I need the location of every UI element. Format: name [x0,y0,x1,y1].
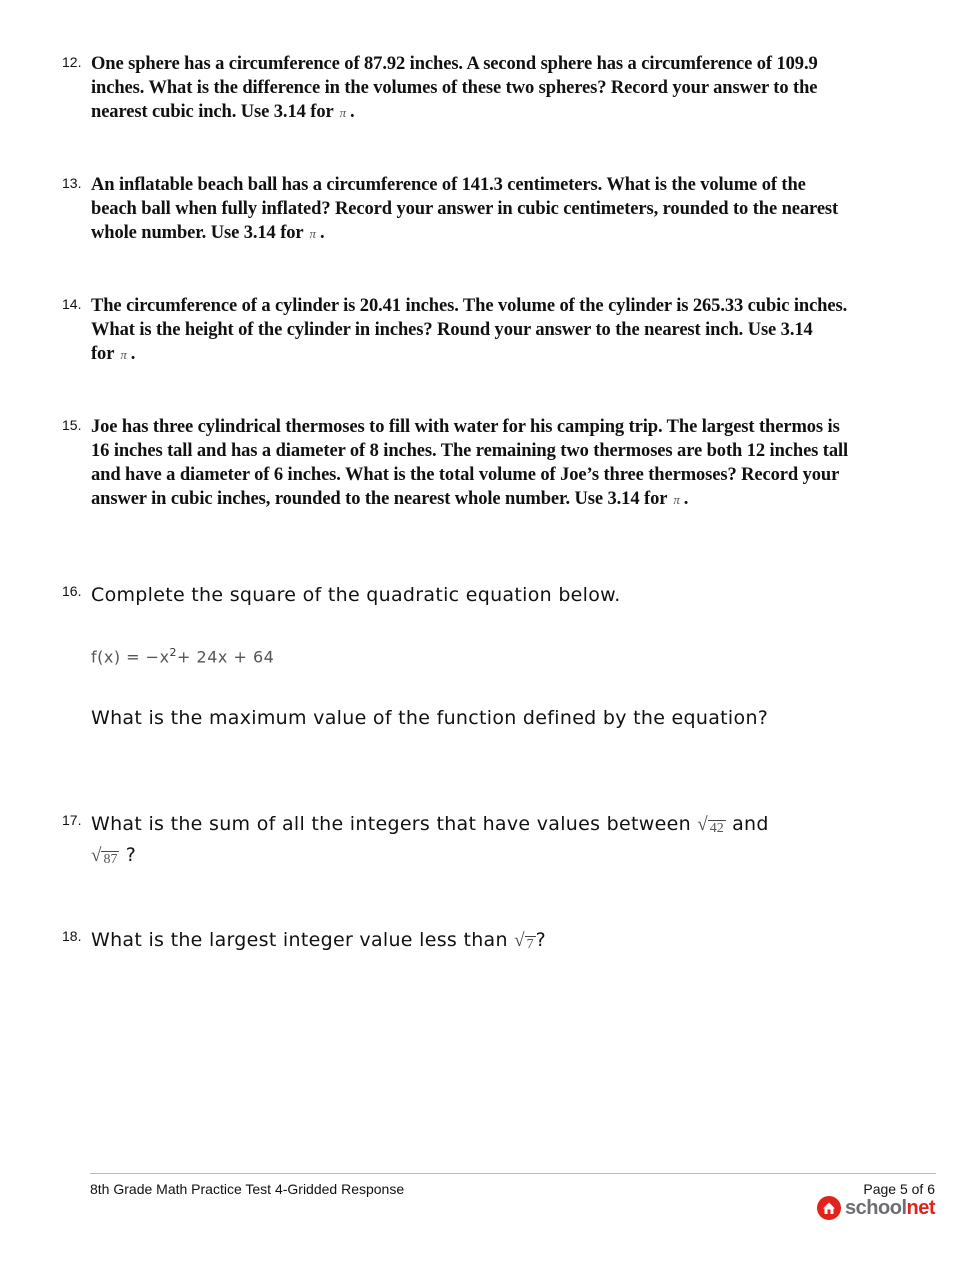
square-root-87: √ 87 [91,845,118,867]
square-root-7: √ 7 [514,930,534,952]
question-number: 15. [62,417,82,433]
question-number: 16. [62,583,82,599]
square-root-42: √ 42 [697,814,724,836]
question-text: An inflatable beach ball has a circumference of 141.3 centimeters. What is the volume of the beach ball when fully inflated? Record your answer in cubic centimeters, rounded to the nearest whole number. Use 3.14 for π . [91,175,839,243]
question-16 [62,581,852,733]
question-18 [62,926,852,957]
question-14 [62,294,852,367]
question-number: 14. [62,296,82,312]
pi-symbol: π [309,226,316,241]
schoolnet-logo [817,1196,935,1220]
question-text: Joe has three cylindrical thermoses to fill with water for his camping trip. The largest thermos is 16 inches tall and has a diameter of 8 inches. The remaining two thermoses are both 12 inches tall and have a diameter of 6 inches. What is the total volume of Joe’s three thermoses? Record your answer in cubic inches, rounded to the nearest whole number. Use 3.14 for π . [91,417,849,509]
page-number: Page 5 of 6 [863,1181,935,1197]
footer-divider [90,1173,936,1174]
question-17 [62,810,852,872]
pi-symbol: π [673,492,680,507]
footer-title: 8th Grade Math Practice Test 4-Gridded Response [90,1181,405,1197]
house-icon [817,1196,841,1220]
question-prompt: Complete the square of the quadratic equation below. [91,584,621,606]
question-number: 18. [62,928,82,944]
question-15 [62,415,852,512]
question-text: What is the maximum value of the function defined by the equation? [91,707,769,730]
question-text: What is the sum of all the integers that have values between √ 42 and √ 87 ? [91,810,852,872]
logo-text: schoolnet [845,1196,935,1219]
question-text: What is the largest integer value less than √ 7 ? [91,926,852,957]
question-number: 13. [62,175,82,191]
question-number: 17. [62,812,82,828]
question-12 [62,52,852,125]
question-text: The circumference of a cylinder is 20.41 inches. The volume of the cylinder is 265.33 cubic inches. What is the height of the cylinder in inches? Round your answer to the nearest inch. Use 3.14 for π . [91,296,848,364]
pi-symbol: π [339,105,347,120]
question-text: One sphere has a circumference of 87.92 inches. A second sphere has a circumference of 109.9 inches. What is the difference in the volumes of these two spheres? Record your answer to the nearest cubic inch. Use 3.14 for π . [91,54,818,122]
quadratic-equation: $f(x) = -x^2+ 24x + 64$ [91,646,275,667]
question-13 [62,173,852,246]
question-number: 12. [62,54,82,70]
pi-symbol: π [120,347,127,362]
